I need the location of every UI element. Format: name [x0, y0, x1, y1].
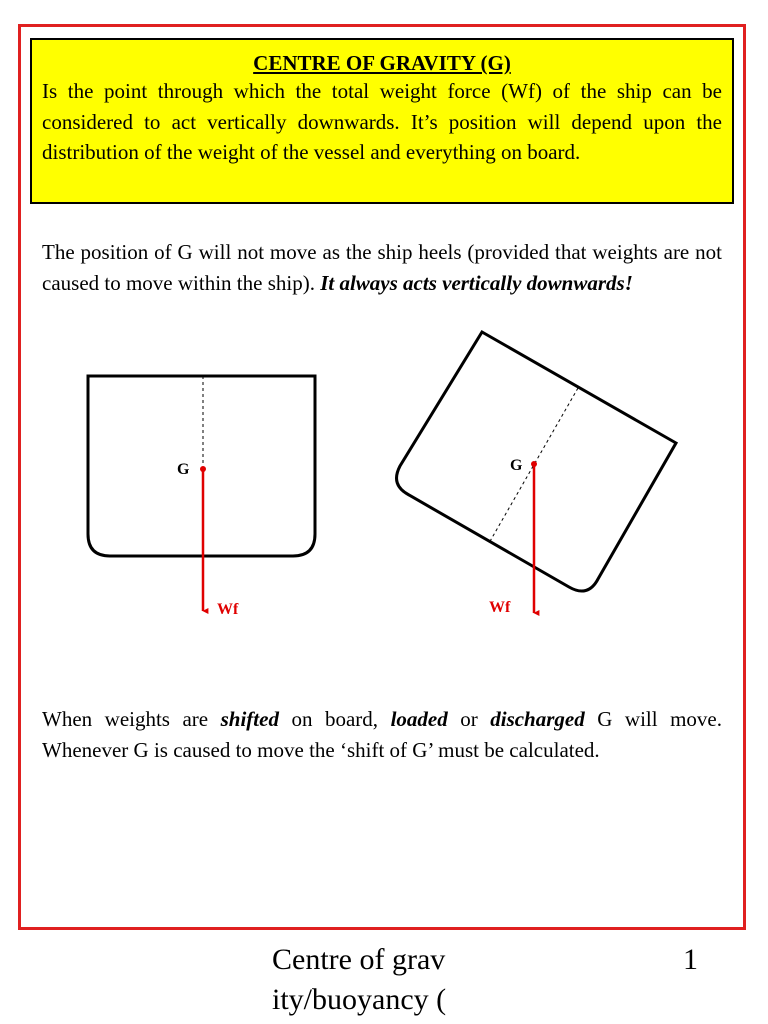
- paragraph-shift-t4: G will move. Whenever G is caused to move the ‘shift of G’ must be calculated.: [42, 707, 722, 762]
- upright-hull-outline: [88, 376, 315, 556]
- upright-g-label: G: [177, 461, 190, 478]
- paragraph-shift-discharged: discharged: [490, 707, 585, 731]
- upright-ship: [88, 376, 315, 618]
- paragraph-shift-t2: on board,: [278, 707, 391, 731]
- heeled-g-label: G: [510, 457, 523, 474]
- paragraph-shift-shifted: shifted: [220, 707, 279, 731]
- footer-title: Centre of grav ity/buoyancy (: [272, 943, 447, 1016]
- paragraph-shift: [42, 704, 722, 765]
- definition-body: Is the point through which the total weight force (Wf) of the ship can be considered to act vertically downwards. It’s position will depend upon the distribution of the weight of the vessel and everything on board.: [42, 79, 722, 164]
- paragraph-heel-text: The position of G will not move as the ship heels (provided that weights are not caused to move within the ship).: [42, 240, 722, 295]
- heeled-wf-label: Wf: [489, 599, 511, 616]
- heeled-ship: [397, 332, 676, 616]
- page-number: 1: [683, 943, 698, 976]
- upright-wf-label: Wf: [217, 601, 239, 618]
- paragraph-shift-t1: When weights are: [42, 707, 221, 731]
- paragraph-shift-t3: or: [447, 707, 491, 731]
- paragraph-shift-loaded: loaded: [390, 707, 448, 731]
- paragraph-heel-emphasis: It always acts vertically downwards!: [320, 270, 633, 295]
- definition-title: CENTRE OF GRAVITY (G): [253, 51, 511, 75]
